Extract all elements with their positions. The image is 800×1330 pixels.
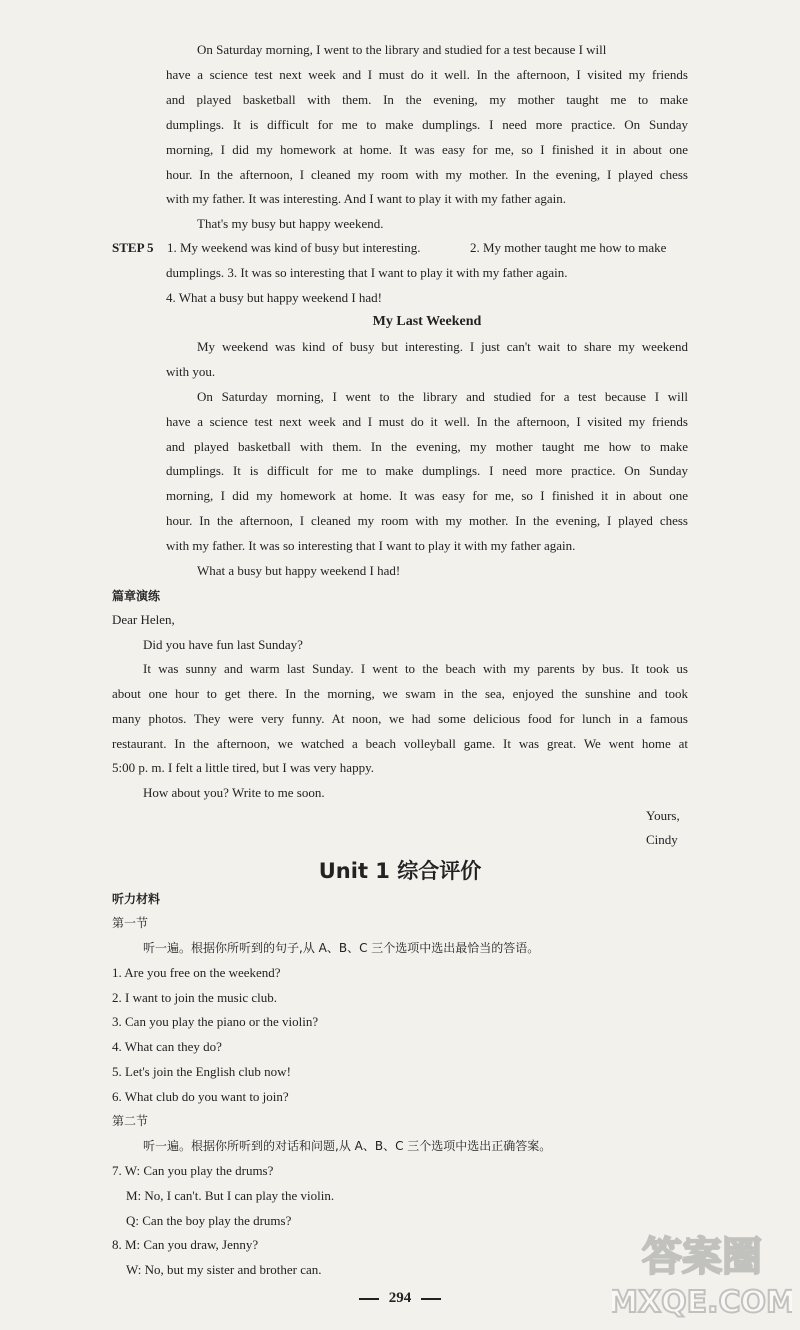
listening-item: M: No, I can't. But I can play the violin. (126, 1188, 335, 1203)
part-instructions: 听一遍。根据你所听到的对话和问题,从 A、B、C 三个选项中选出正确答案。 (143, 1139, 552, 1153)
part-label: 第二节 (112, 1114, 149, 1128)
listening-label: 听力材料 (112, 892, 161, 906)
paragraph-line: dumplings. It is difficult for me to make dumplings. I need more practice. On Sunday (166, 117, 688, 132)
letter-line: restaurant. In the afternoon, we watched a beach volleyball game. It was great. We went home at (112, 736, 688, 751)
part-instructions: 听一遍。根据你所听到的句子,从 A、B、C 三个选项中选出最恰当的答语。 (143, 941, 540, 955)
step-label: STEP 5 (112, 240, 154, 255)
letter-greeting: Dear Helen, (112, 612, 175, 627)
watermark-text-url: MXQE.COM (612, 1285, 792, 1320)
letter-signoff: Yours, (646, 808, 680, 823)
listening-item: 4. What can they do? (112, 1039, 222, 1054)
letter-line: about one hour to get there. In the morning, we swam in the sea, enjoyed the sunshine and took (112, 686, 688, 701)
letter-line: many photos. They were very funny. At noon, we had some delicious food for lunch in a famous (112, 711, 688, 726)
essay-line: On Saturday morning, I went to the library and studied for a test because I will (197, 389, 688, 404)
watermark-text-cn: 答案圈 (642, 1234, 762, 1280)
part-label: 第一节 (112, 916, 149, 930)
section-label: 篇章演练 (112, 589, 161, 603)
step-item: 4. What a busy but happy weekend I had! (166, 290, 383, 305)
essay-line: hour. In the afternoon, I cleaned my room with my mother. In the evening, I played chess (166, 513, 688, 528)
essay-line: with my father. It was so interesting that I want to play it with my father again. (166, 538, 576, 553)
listening-item: 5. Let's join the English club now! (112, 1064, 291, 1079)
dash-left (359, 1298, 379, 1300)
essay-line: My weekend was kind of busy but interesting. I just can't wait to share my weekend (197, 339, 688, 354)
letter-line: 5:00 p. m. I felt a little tired, but I was very happy. (112, 760, 374, 775)
watermark-logo (612, 1222, 792, 1322)
paragraph-closing: That's my busy but happy weekend. (197, 216, 384, 231)
step-item: dumplings. 3. It was so interesting that I want to play it with my father again. (166, 265, 568, 280)
unit-title: Unit 1 综合评价 (318, 859, 482, 883)
paragraph-line: On Saturday morning, I went to the library and studied for a test because I will (197, 42, 607, 57)
listening-item: W: No, but my sister and brother can. (126, 1262, 322, 1277)
listening-item: 8. M: Can you draw, Jenny? (112, 1237, 259, 1252)
step-item: 2. My mother taught me how to make (470, 240, 667, 255)
watermark-graphic (612, 1222, 792, 1322)
essay-line: with you. (166, 364, 216, 379)
listening-item: 1. Are you free on the weekend? (112, 965, 281, 980)
listening-item: 6. What club do you want to join? (112, 1089, 289, 1104)
listening-item: 2. I want to join the music club. (112, 990, 278, 1005)
paragraph-line: have a science test next week and I must do it well. In the afternoon, I visited my friends (166, 67, 688, 82)
paragraph-line: morning, I did my homework at home. It was easy for me, so I finished it in about one (166, 142, 688, 157)
essay-line: and played basketball with them. In the evening, my mother taught me how to make (166, 439, 688, 454)
essay-line: dumplings. It is difficult for me to make dumplings. I need more practice. On Sunday (166, 463, 688, 478)
letter-line: It was sunny and warm last Sunday. I went to the beach with my parents by bus. It took us (143, 661, 688, 676)
letter-signature: Cindy (646, 832, 678, 847)
essay-line: have a science test next week and I must do it well. In the afternoon, I visited my friends (166, 414, 688, 429)
essay-line: What a busy but happy weekend I had! (197, 563, 401, 578)
dash-right (421, 1298, 441, 1300)
step-item: 1. My weekend was kind of busy but interesting. (167, 240, 421, 255)
essay-line: morning, I did my homework at home. It was easy for me, so I finished it in about one (166, 488, 688, 503)
letter-line: Did you have fun last Sunday? (143, 637, 303, 652)
listening-item: 7. W: Can you play the drums? (112, 1163, 274, 1178)
paragraph-line: and played basketball with them. In the evening, my mother taught me to make (166, 92, 688, 107)
page-number-text: 294 (388, 1290, 412, 1306)
essay-title: My Last Weekend (372, 314, 482, 329)
listening-item: Q: Can the boy play the drums? (126, 1213, 292, 1228)
letter-line: How about you? Write to me soon. (143, 785, 325, 800)
paragraph-line: hour. In the afternoon, I cleaned my room with my mother. In the evening, I played chess (166, 167, 688, 182)
listening-item: 3. Can you play the piano or the violin? (112, 1014, 319, 1029)
paragraph-line: with my father. It was interesting. And I want to play it with my father again. (166, 191, 567, 206)
